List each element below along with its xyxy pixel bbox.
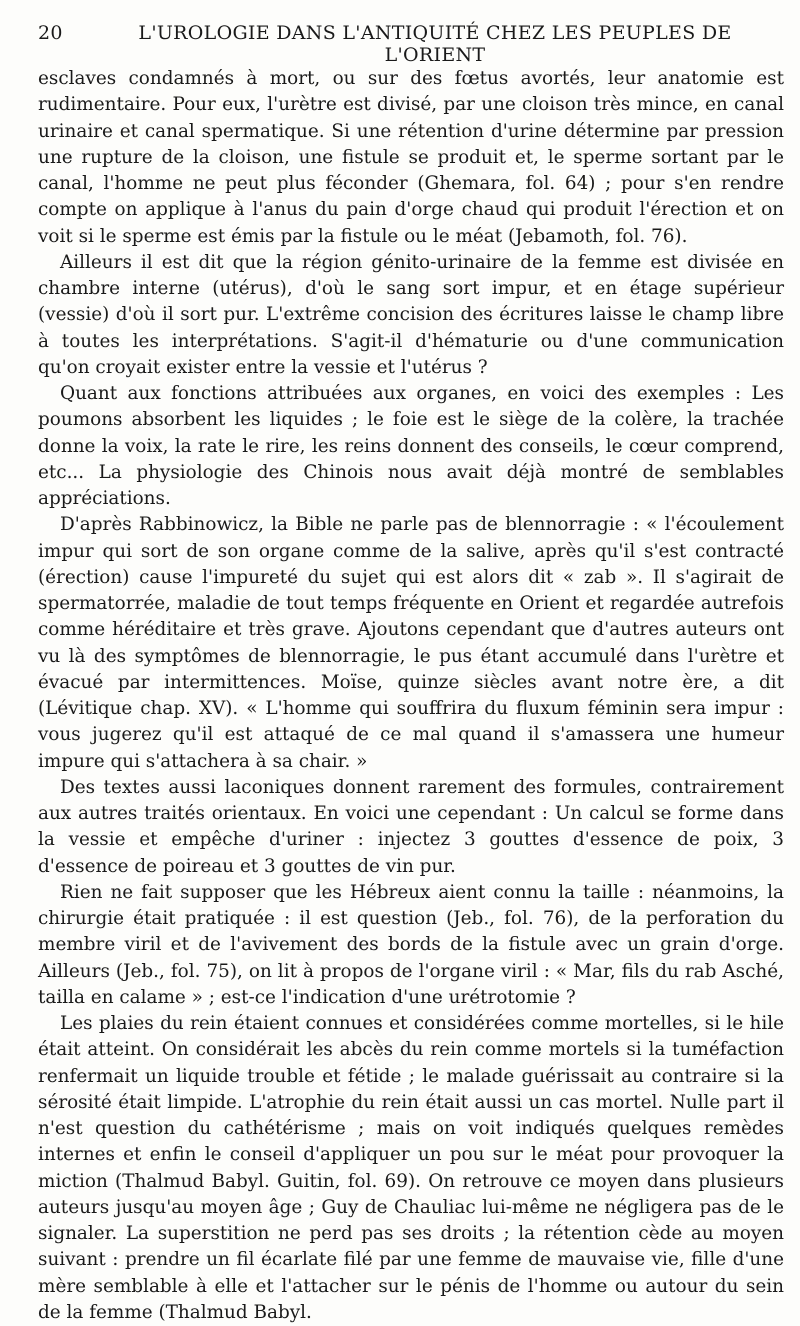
page-number: 20 — [38, 22, 63, 44]
paragraph-continued: esclaves condamnés à mort, ou sur des fœtus avortés, leur anatomie est rudimentaire. Pour eux, l'urètre est divisé, par une cloison très mince, en canal urinaire et canal spermatique. Si une rétention d'urine détermine par pression une rupture de la cloison, une fistule se produit et, le sperme sortant par le canal, l'homme ne peut plus féconder (Ghemara, fol. 64) ; pour s'en rendre compte on applique à l'anus du pain d'orge chaud qui produit l'érection et on voit si le sperme est émis par la fistule ou le méat (Jebamoth, fol. 76). — [38, 68, 784, 247]
paragraph: Rien ne fait supposer que les Hébreux aient connu la taille : néanmoins, la chirurgie était pratiquée : il est question (Jeb., fol. 76), de la perforation du membre viril et de l'avivement des bords de la fistule avec un grain d'orge. Ailleurs (Jeb., fol. 75), on lit à propos de l'organe viril : « Mar, fils du rab Asché, tailla en calame » ; est-ce l'indication d'une urétrotomie ? — [38, 881, 784, 1008]
paragraph: Les plaies du rein étaient connues et considérées comme mortelles, si le hile était atteint. On considérait les abcès du rein comme mortels si la tuméfaction renfermait un liquide trouble et fétide ; le malade guérissait au contraire si la sérosité était limpide. L'atrophie du rein était aussi un cas mortel. Nulle part il n'est question du cathétérisme ; mais on voit indiqués quelques remèdes internes et enfin le conseil d'appliquer un pou sur le méat pour provoquer la miction (Thalmud Babyl. Guitin, fol. 69). On retrouve ce moyen dans plusieurs auteurs jusqu'au moyen âge ; Guy de Chauliac lui-même ne négligera pas de le signaler. La superstition ne perd pas ses droits ; la rétention cède au moyen suivant : prendre un fil écarlate filé par une femme de mauvaise vie, fille d'une mère semblable à elle et l'attacher sur le pénis de l'homme ou autour du sein de la femme (Thalmud Babyl. — [38, 1013, 784, 1323]
book-page — [38, 22, 784, 1326]
body-text — [38, 66, 784, 1326]
running-title: L'UROLOGIE DANS L'ANTIQUITÉ CHEZ LES PEUPLES DE L'ORIENT — [138, 22, 732, 66]
paragraph: Quant aux fonctions attribuées aux organes, en voici des exemples : Les poumons absorbent les liquides ; le foie est le siège de la colère, la trachée donne la voix, la rate le rire, les reins donnent des conseils, le cœur comprend, etc... La physiologie des Chinois nous avait déjà montré de semblables appréciations. — [38, 383, 784, 509]
paragraph: Ailleurs il est dit que la région génito-urinaire de la femme est divisée en chambre interne (utérus), d'où le sang sort impur, et en étage supérieur (vessie) d'où il sort pur. L'extrême concision des écritures laisse le champ libre à toutes les interprétations. S'agit-il d'hématurie ou d'une communication qu'on croyait exister entre la vessie et l'utérus ? — [38, 251, 784, 378]
paragraph: D'après Rabbinowicz, la Bible ne parle pas de blennorragie : « l'écoulement impur qui sort de son organe comme de la salive, après qu'il s'est contracté (érection) cause l'impureté du sujet qui est alors dit « zab ». Il s'agirait de spermatorrée, maladie de tout temps fréquente en Orient et regardée autrefois comme héréditaire et très grave. Ajoutons cependant que d'autres auteurs ont vu là des symptômes de blennorragie, le pus étant accumulé dans l'urètre et évacué par intermittences. Moïse, quinze siècles avant notre ère, a dit (Lévitique chap. XV). « L'homme qui souffrira du fluxum féminin sera impur : vous jugerez qu'il est attaqué de ce mal quand il s'amassera une humeur impure qui s'attachera à sa chair. » — [38, 514, 784, 772]
paragraph: Des textes aussi laconiques donnent rarement des formules, contrairement aux autres traités orientaux. En voici une cependant : Un calcul se forme dans la vessie et empêche d'uriner : injectez 3 gouttes d'essence de poix, 3 d'essence de poireau et 3 gouttes de vin pur. — [38, 776, 784, 877]
running-header — [38, 22, 784, 66]
